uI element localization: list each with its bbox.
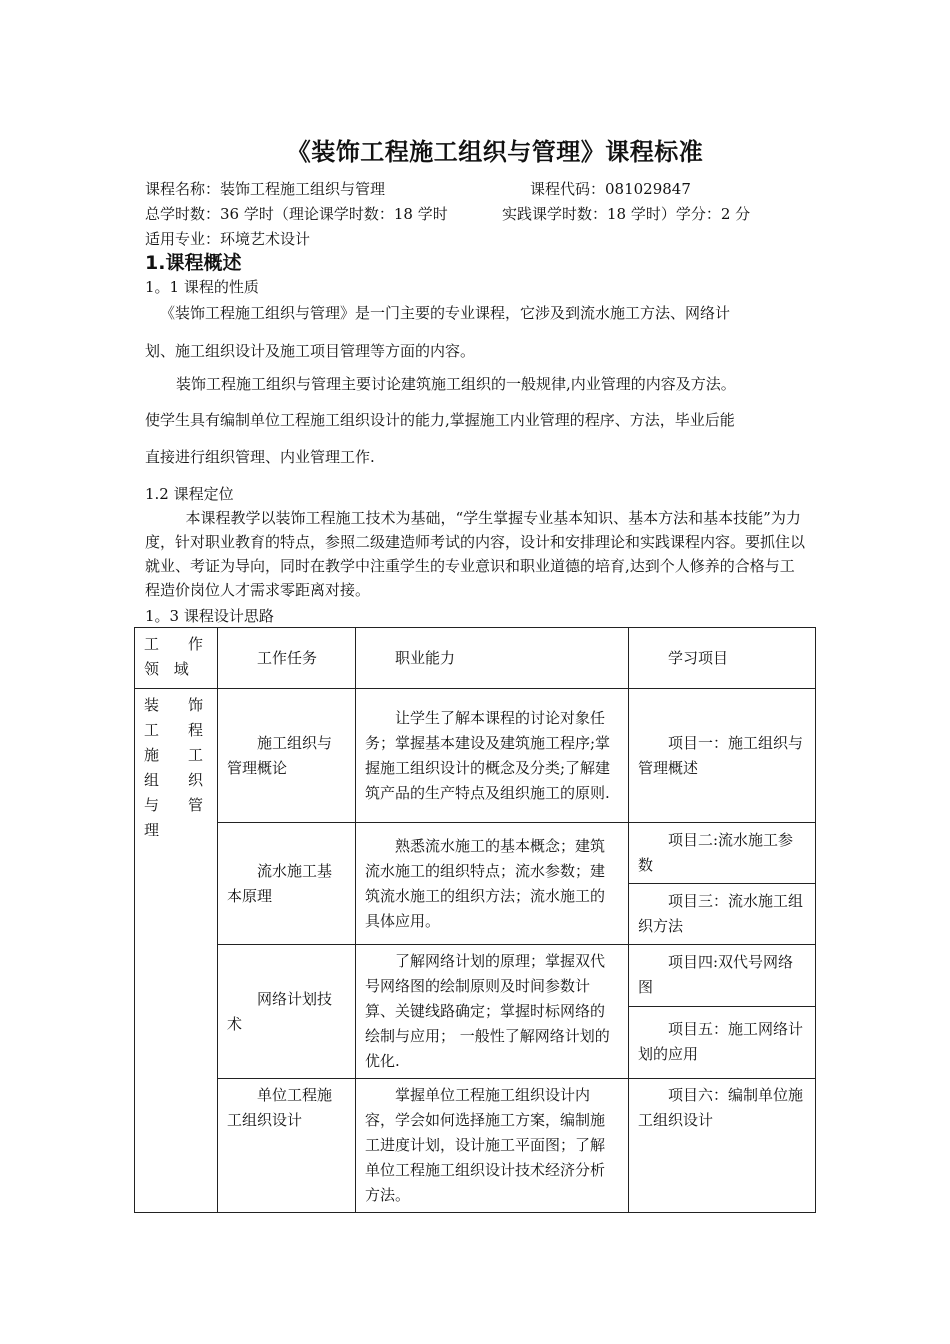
nature-para-1-line-1: 《装饰工程施工组织与管理》是一门主要的专业课程，它涉及到流水施工方法、网络计	[160, 304, 731, 322]
task-cell: 单位工程施工组织设计	[218, 1079, 356, 1213]
ability-cell: 了解网络计划的原理；掌握双代号网络图的绘制原则及时间参数计算、关键线路确定；掌握时标网络的绘制与应用； 一般性了解网络计划的优化.	[356, 945, 629, 1079]
project-cell: 项目三：流水施工组织方法	[629, 884, 816, 945]
task-cell: 流水施工基本原理	[218, 823, 356, 945]
nature-para-2-line-1: 装饰工程施工组织与管理主要讨论建筑施工组织的一般规律,内业管理的内容及方法。	[176, 375, 736, 393]
header-task: 工作任务	[218, 628, 356, 689]
nature-para-2-line-3: 直接进行组织管理、内业管理工作.	[145, 448, 375, 466]
table-header-row	[135, 628, 816, 689]
applicable-major: 适用专业：环境艺术设计	[145, 230, 311, 248]
task-cell: 网络计划技术	[218, 945, 356, 1079]
course-code: 课程代码：081029847	[530, 180, 691, 198]
page-title: 《装饰工程施工组织与管理》课程标准	[286, 138, 704, 166]
position-paragraph: 本课程教学以装饰工程施工技术为基础，“学生掌握专业基本知识、基本方法和基本技能”为力度，针对职业教育的特点，参照二级建造师考试的内容，设计和安排理论和实践课程内容。要抓住以就业、考证为导向，同时在教学中注重学生的专业意识和职业道德的培育,达到个人修养的合格与工程造价岗位人才需求零距离对接。	[145, 509, 806, 599]
project-cell: 项目四:双代号网络图	[629, 945, 816, 1007]
table-row	[135, 689, 816, 823]
domain-cell: 装 饰 工 程 施 工 组 织 与 管理	[135, 689, 218, 1213]
ability-cell: 熟悉流水施工的基本概念；建筑流水施工的组织特点；流水参数；建筑流水施工的组织方法；流水施工的具体应用。	[356, 823, 629, 945]
section-heading-overview: 1.课程概述	[145, 252, 242, 274]
course-name: 课程名称：装饰工程施工组织与管理	[145, 180, 386, 198]
header-ability: 职业能力	[356, 628, 629, 689]
course-design-table	[134, 627, 816, 1213]
nature-para-1-line-2: 划、施工组织设计及施工项目管理等方面的内容。	[145, 342, 476, 360]
subsection-design-title: 1。3 课程设计思路	[145, 607, 274, 625]
project-cell: 项目一：施工组织与管理概述	[629, 689, 816, 823]
project-cell: 项目五：施工网络计划的应用	[629, 1006, 816, 1078]
task-cell: 施工组织与管理概论	[218, 689, 356, 823]
ability-cell: 让学生了解本课程的讨论对象任务；掌握基本建设及建筑施工程序;掌握施工组织设计的概念及分类;了解建筑产品的生产特点及组织施工的原则.	[356, 689, 629, 823]
nature-para-2-line-2: 使学生具有编制单位工程施工组织设计的能力,掌握施工内业管理的程序、方法，毕业后能	[145, 411, 735, 429]
ability-cell: 掌握单位工程施工组织设计内容，学会如何选择施工方案，编制施工进度计划，设计施工平面图；了解单位工程施工组织设计技术经济分析方法。	[356, 1079, 629, 1213]
practice-hours: 实践课学时数：18 学时）学分：2 分	[502, 205, 751, 223]
header-domain: 工 作 领 域	[135, 628, 218, 689]
header-project: 学习项目	[629, 628, 816, 689]
table-row	[135, 823, 816, 884]
project-cell: 项目六：编制单位施工组织设计	[629, 1079, 816, 1213]
project-cell: 项目二:流水施工参数	[629, 823, 816, 884]
table-row	[135, 1079, 816, 1213]
subsection-nature-title: 1。1 课程的性质	[145, 278, 259, 296]
total-hours: 总学时数：36 学时（理论课学时数：18 学时	[145, 205, 448, 223]
subsection-position-title: 1.2 课程定位	[145, 485, 234, 503]
table-row	[135, 945, 816, 1007]
